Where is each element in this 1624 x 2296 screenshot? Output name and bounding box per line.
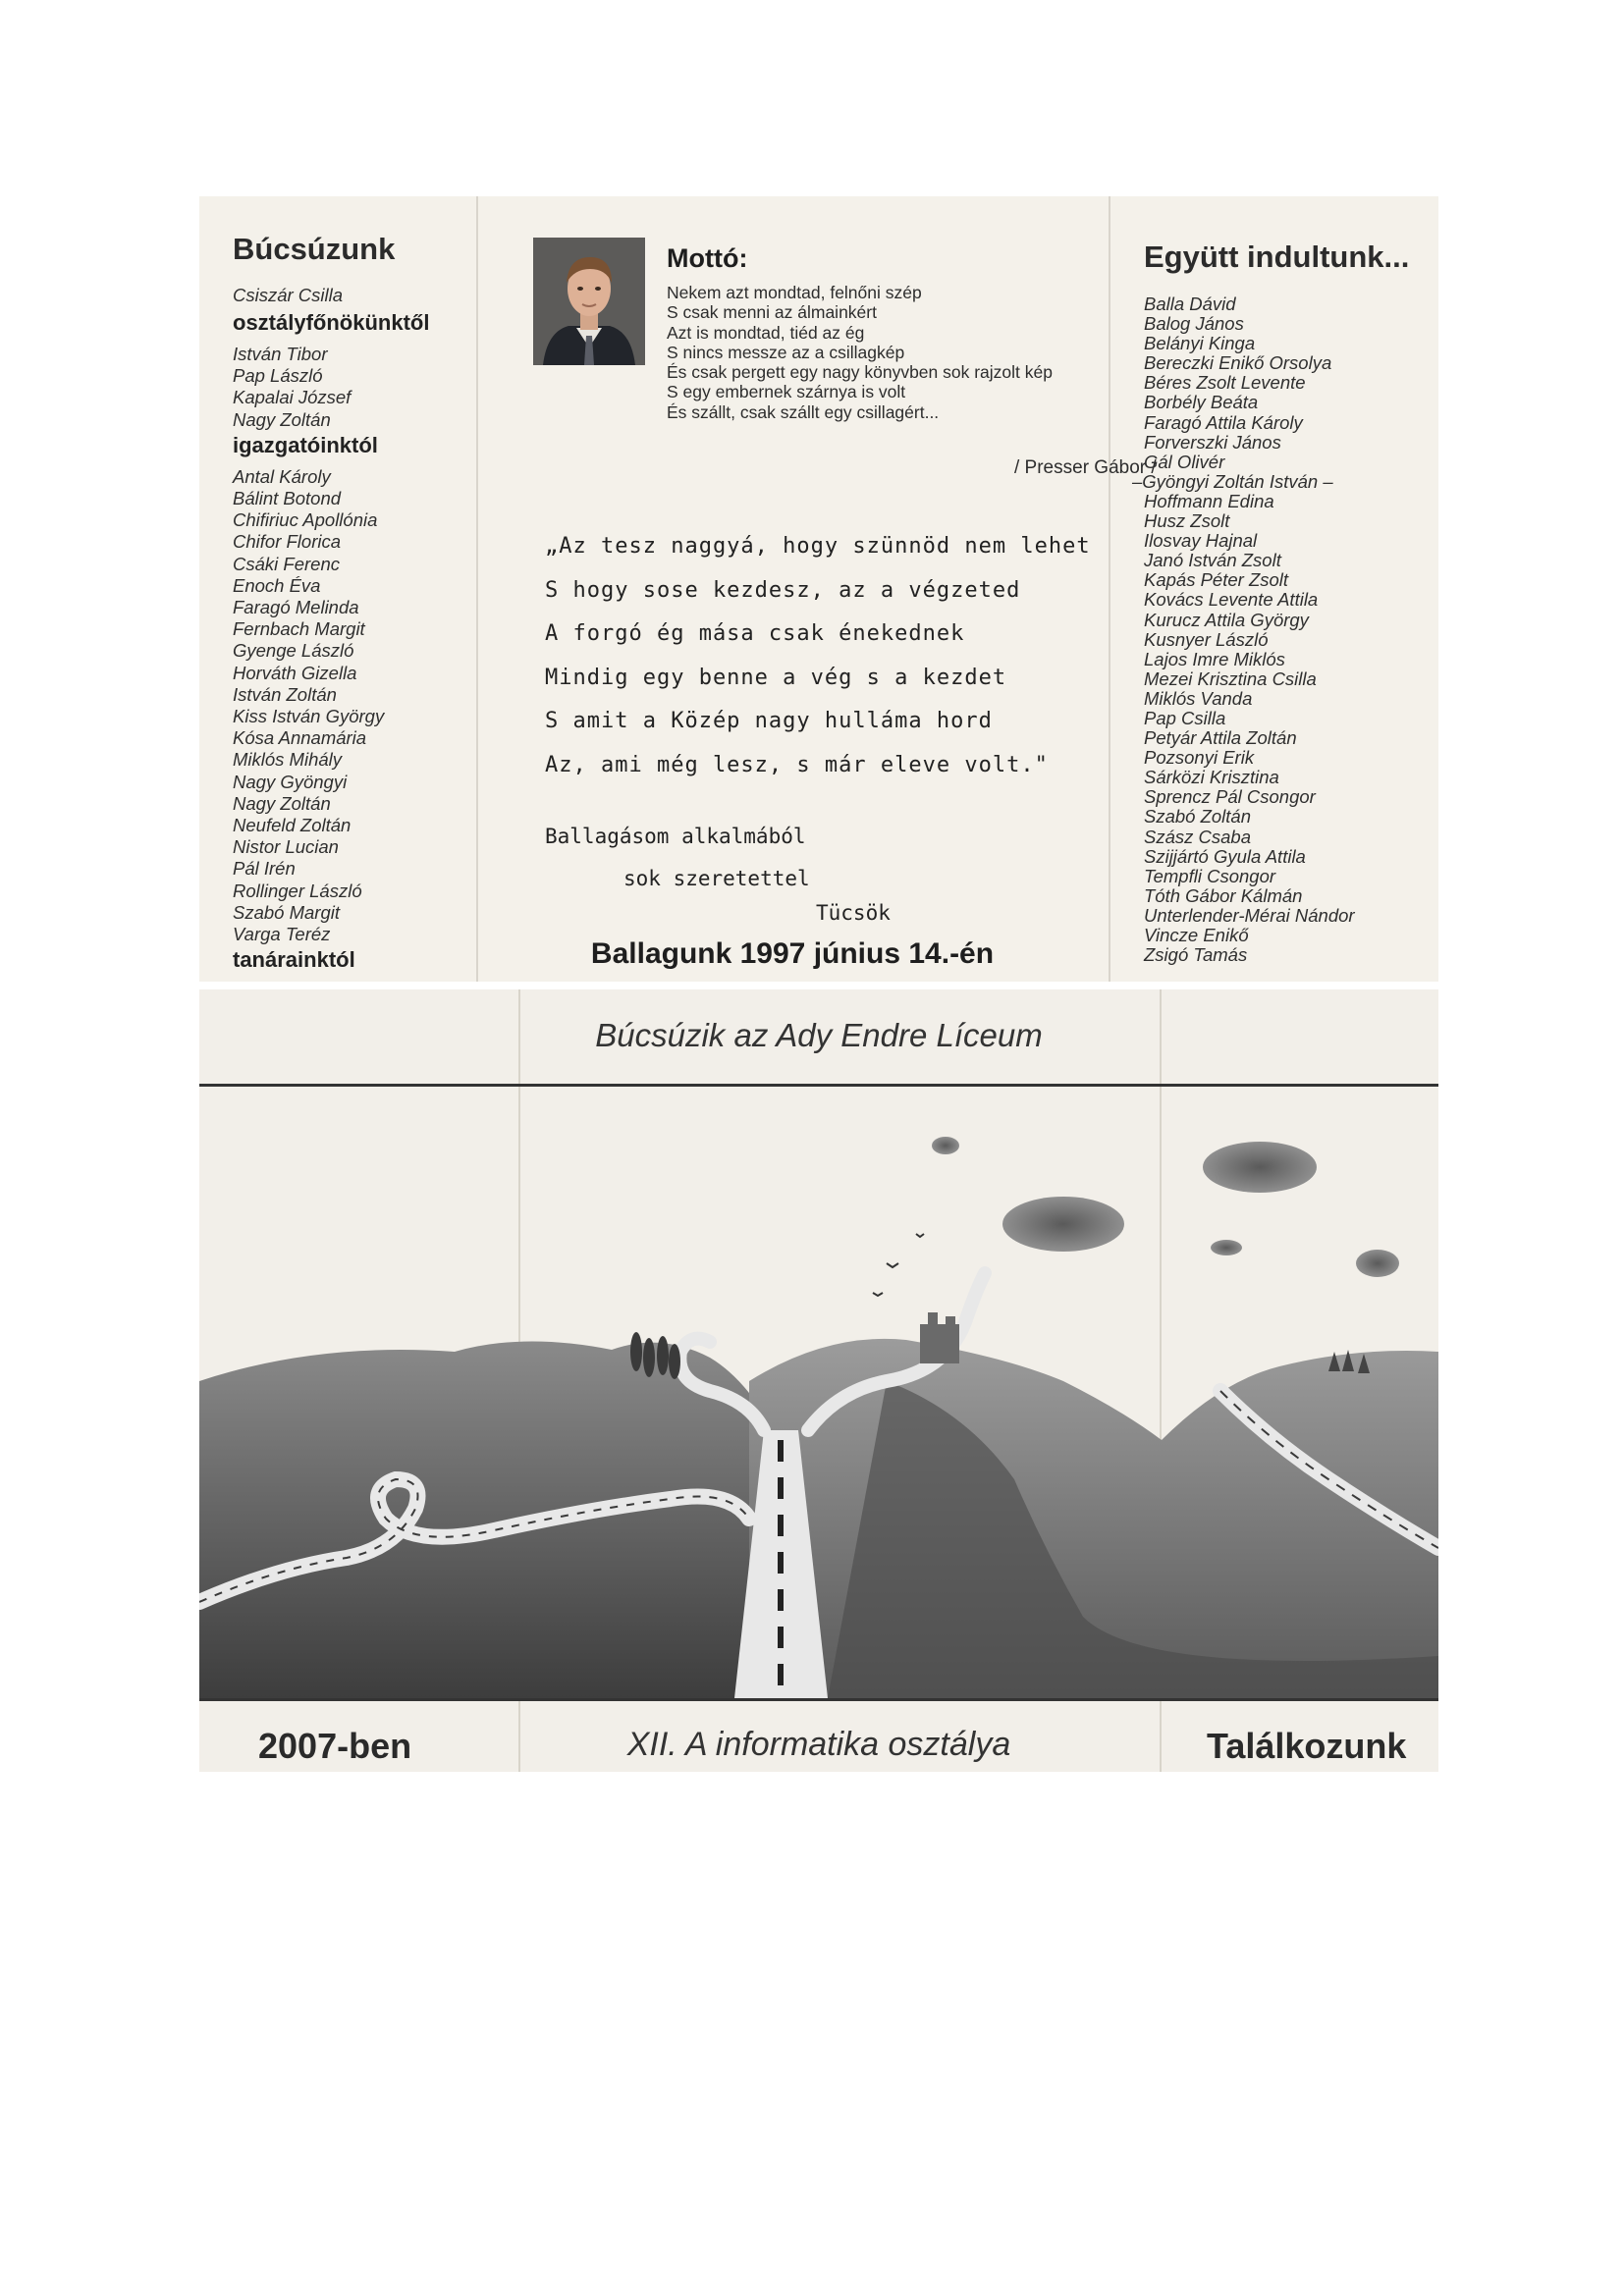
- list-item: Kapalai József: [233, 387, 352, 408]
- handwritten-dedication: sok szeretettel: [623, 867, 810, 890]
- poem-line: És csak pergett egy nagy könyvben sok rajzolt kép: [667, 362, 1053, 383]
- list-item: Fernbach Margit: [233, 618, 365, 640]
- motto-author: / Presser Gábor /: [1014, 457, 1157, 478]
- list-item: Gál Olivér: [1144, 451, 1225, 472]
- poem-line: S csak menni az álmainkért: [667, 302, 877, 323]
- list-item: Zsigó Tamás: [1144, 944, 1248, 966]
- list-item: István Tibor: [233, 344, 328, 364]
- list-item: Janó István Zsolt: [1144, 550, 1281, 571]
- poem-line: És szállt, csak szállt egy csillagért...: [667, 401, 940, 422]
- director-list: [233, 344, 476, 431]
- classmates-panel: [1109, 196, 1438, 982]
- list-item: Horváth Gizella: [233, 662, 357, 683]
- landscape-drawing: [199, 1087, 1438, 1698]
- school-farewell-header: Búcsúzik az Ady Endre Líceum: [595, 1017, 1043, 1053]
- list-item: Kósa Annamária: [233, 727, 367, 749]
- class-name: XII. A informatika osztálya: [626, 1726, 1011, 1763]
- student-list: [1132, 294, 1438, 966]
- reunion-year: 2007-ben: [258, 1726, 412, 1766]
- handwritten-line: Az, ami még lesz, s már eleve volt.": [545, 752, 1049, 777]
- poem-line: S nincs messze az a csillagkép: [667, 342, 905, 362]
- card-bottom-half: [199, 989, 1438, 1772]
- label-directors: igazgatóinktól: [233, 432, 378, 457]
- list-item: Belányi Kinga: [1144, 333, 1256, 354]
- student-portrait: [533, 238, 645, 365]
- motto-panel: [476, 196, 1157, 982]
- list-item: Faragó Melinda: [233, 597, 359, 618]
- list-item: Kovács Levente Attila: [1144, 589, 1319, 611]
- list-item: Kapás Péter Zsolt: [1144, 569, 1289, 591]
- list-item: Mezei Krisztina Csilla: [1144, 667, 1317, 689]
- list-item: Nagy Zoltán: [233, 792, 331, 814]
- list-item: Bálint Botond: [233, 488, 342, 509]
- list-item: Szabó Zoltán: [1144, 806, 1252, 828]
- list-item: Miklós Vanda: [1144, 687, 1253, 709]
- list-item: Tempfli Csongor: [1144, 865, 1276, 886]
- list-item: Szabó Margit: [233, 901, 340, 923]
- list-item: Antal Károly: [233, 465, 331, 487]
- list-item: Chifiriuc Apollónia: [233, 509, 378, 531]
- list-item: Sprencz Pál Csongor: [1144, 786, 1316, 808]
- list-item: Miklós Mihály: [233, 749, 343, 771]
- handwritten-line: S amit a Közép nagy hulláma hord: [545, 709, 993, 733]
- list-item: Pozsonyi Erik: [1144, 747, 1255, 769]
- list-item: Kusnyer László: [1144, 628, 1269, 650]
- class-teacher-name: Csiszár Csilla: [233, 285, 344, 305]
- graduation-date: Ballagunk 1997 június 14.-én: [590, 937, 995, 970]
- motto-title: Mottó:: [667, 243, 748, 273]
- handwritten-line: „Az tesz naggyá, hogy szünnöd nem lehet: [545, 534, 1091, 559]
- handwritten-signature: Tücsök: [816, 901, 891, 925]
- list-item: Pál Irén: [233, 858, 296, 880]
- list-item: Lajos Imre Miklós: [1144, 648, 1285, 669]
- list-item: –Gyöngyi Zoltán István –: [1132, 470, 1333, 492]
- list-item: Forverszki János: [1144, 431, 1281, 453]
- list-item: Kiss István György: [233, 706, 385, 727]
- list-item: Enoch Éva: [233, 574, 321, 596]
- list-item: Faragó Attila Károly: [1144, 411, 1303, 433]
- list-item: Gyenge László: [233, 640, 354, 662]
- list-item: Ilosvay Hajnal: [1144, 530, 1258, 552]
- list-item: Chifor Florica: [233, 531, 341, 553]
- divider-line: [199, 1698, 1438, 1701]
- list-item: Balog János: [1144, 313, 1244, 335]
- motto-poem: [667, 283, 1099, 422]
- handwritten-line: A forgó ég mása csak énekednek: [545, 621, 965, 646]
- handwritten-line: Mindig egy benne a vég s a kezdet: [545, 665, 1007, 690]
- list-item: Csáki Ferenc: [233, 553, 340, 574]
- classmates-title: Együtt indultunk...: [1144, 240, 1410, 274]
- label-teachers: tanárainktól: [233, 947, 355, 973]
- graduation-invitation-card: [199, 196, 1438, 1772]
- handwritten-quote: [545, 525, 1095, 787]
- list-item: Kurucz Attila György: [1144, 609, 1309, 630]
- list-item: Nagy Gyöngyi: [233, 771, 348, 792]
- poem-line: Nekem azt mondtad, felnőni szép: [667, 283, 922, 302]
- list-item: Neufeld Zoltán: [233, 815, 352, 836]
- list-item: Husz Zsolt: [1144, 510, 1230, 532]
- handwritten-dedication: Ballagásom alkalmából: [545, 825, 806, 848]
- poem-line: Azt is mondtad, tiéd az ég: [667, 322, 865, 343]
- list-item: Balla Dávid: [1144, 294, 1236, 314]
- farewell-panel: [199, 196, 476, 982]
- poem-line: S egy embernek szárnya is volt: [667, 382, 906, 402]
- list-item: Sárközi Krisztina: [1144, 767, 1279, 788]
- list-item: Unterlender-Mérai Nándor: [1144, 904, 1355, 926]
- list-item: Szász Csaba: [1144, 826, 1251, 847]
- list-item: Pap Csilla: [1144, 707, 1226, 728]
- list-item: Borbély Beáta: [1144, 392, 1259, 413]
- list-item: Vincze Enikő: [1144, 925, 1249, 945]
- farewell-title: Búcsúzunk: [233, 232, 396, 266]
- teacher-list: [233, 466, 476, 945]
- list-item: Rollinger László: [233, 880, 362, 901]
- card-top-half: [199, 196, 1438, 982]
- list-item: Nagy Zoltán: [233, 408, 331, 430]
- list-item: Nistor Lucian: [233, 836, 339, 858]
- list-item: Tóth Gábor Kálmán: [1144, 884, 1303, 906]
- list-item: Varga Teréz: [233, 924, 331, 945]
- list-item: Szijjártó Gyula Attila: [1144, 845, 1306, 867]
- list-item: Hoffmann Edina: [1144, 490, 1274, 511]
- label-class-teacher: osztályfőnökünktől: [233, 310, 430, 335]
- list-item: Béres Zsolt Levente: [1144, 372, 1306, 394]
- list-item: Pap László: [233, 365, 323, 387]
- list-item: István Zoltán: [233, 683, 337, 705]
- handwritten-line: S hogy sose kezdesz, az a végzeted: [545, 577, 1021, 603]
- list-item: Bereczki Enikő Orsolya: [1144, 352, 1332, 374]
- list-item: Petyár Attila Zoltán: [1144, 727, 1297, 749]
- reunion-text: Találkozunk: [1207, 1726, 1407, 1766]
